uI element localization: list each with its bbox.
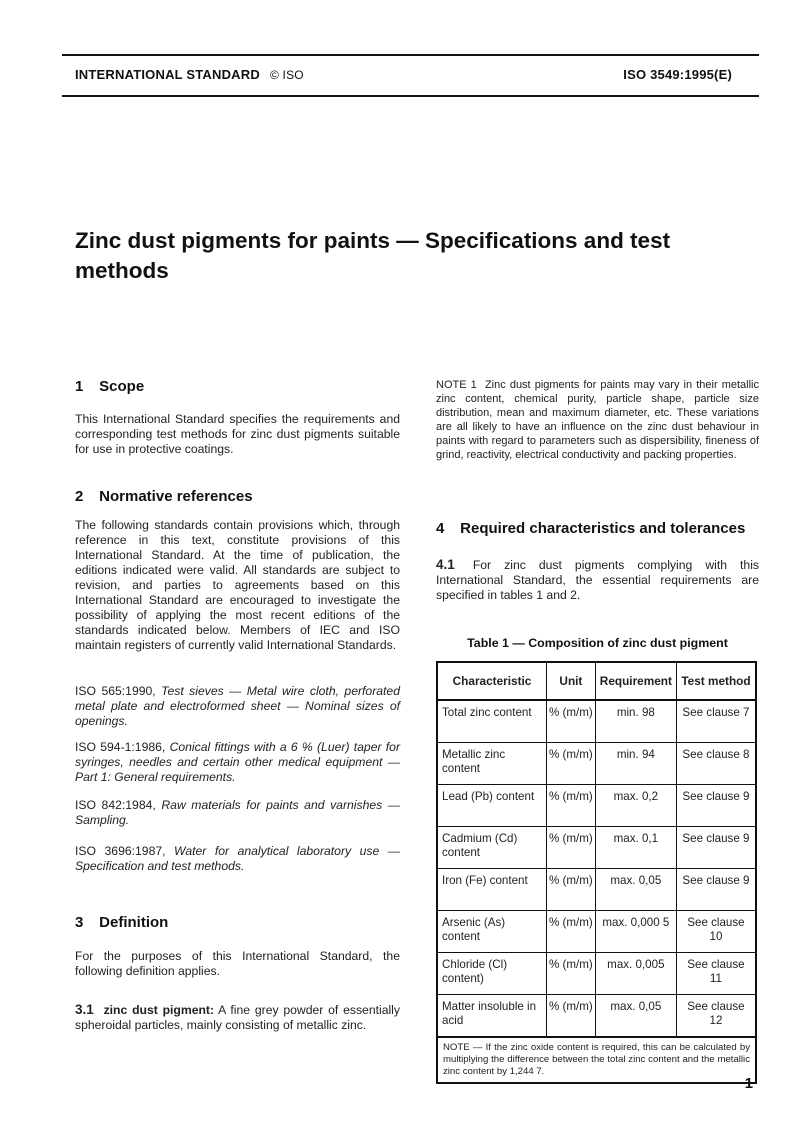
cell-requirement: max. 0,05 [595,995,676,1038]
cell-requirement: max. 0,005 [595,953,676,995]
table-body [437,700,756,1037]
reference-4 [75,844,400,874]
cell-test-method: See clause 8 [676,743,756,785]
section-3-body-block [75,949,400,979]
cell-test-method: See clause 11 [676,953,756,995]
section-2-number: 2 [75,488,84,505]
table-row [437,911,756,953]
cell-characteristic: Arsenic (As) content [437,911,547,953]
page-number: 1 [744,1075,753,1092]
cell-characteristic: Lead (Pb) content [437,785,547,827]
title-line-1: Zinc dust pigments for paints — Specifications and test [75,228,671,253]
reference-3-title: Raw materials for paints and varnishes — Sampling. [75,798,400,827]
cell-unit: % (m/m) [547,911,596,953]
header-left [75,67,304,82]
table-row [437,785,756,827]
reference-1-title: Test sieves — Metal wire cloth, perforated metal plate and electroformed sheet — Nominal sizes of openings. [75,684,400,728]
cell-characteristic: Matter insoluble in acid [437,995,547,1038]
section-1-body-block [75,412,400,457]
table-1 [436,661,757,1084]
section-4-title: Required characteristics and tolerances [460,520,746,537]
reference-3 [75,798,400,828]
cell-unit: % (m/m) [547,953,596,995]
reference-2 [75,740,400,785]
document-title [75,226,755,286]
section-3-body: For the purposes of this International Standard, the following definition applies. [75,949,400,978]
header-copyright: © ISO [269,68,304,82]
section-1-heading [75,378,144,395]
cell-characteristic: Cadmium (Cd) content [437,827,547,869]
definition-text: A fine grey powder of essentially spheroidal particles, mainly consisting of metallic zinc. [75,1003,400,1032]
cell-characteristic: Iron (Fe) content [437,869,547,911]
section-1-number: 1 [75,378,84,395]
cell-unit: % (m/m) [547,827,596,869]
section-3-title: Definition [99,914,169,931]
section-2-body: The following standards contain provisions which, through reference in this text, constitute provisions of this International Standard. At the time of publication, the editions indicated were valid. All standards are subject to revision, and parties to agreements based on this International Standard are encouraged to investigate the possibility of applying the most recent editions of the standards indicated below. Members of IEC and ISO maintain registers of currently valid International Standards. [75,518,400,652]
section-4-number: 4 [436,520,445,537]
table-1-caption: Table 1 — Composition of zinc dust pigment [467,636,728,650]
header-doc-id: ISO 3549:1995(E) [623,67,732,82]
table-note: NOTE — If the zinc oxide content is required, this can be calculated by multiplying the difference between the total zinc content and the metallic zinc content by 1,244 7. [437,1037,756,1083]
header-standard-label: INTERNATIONAL STANDARD [75,67,260,82]
definition-3-1 [75,1002,400,1033]
note-1-text: Zinc dust pigments for paints may vary in their metallic zinc content, chemical purity, particle shape, particle size distribution, mean and maximum diameter, etc. These variations are all likely to have an influence on the zinc dust behaviour in paints with regard to parameters such as dispersibility, fineness of grind, reactivity, electrical conductivity and packing properties. [436,379,759,461]
table-header-unit: Unit [547,662,596,700]
cell-unit: % (m/m) [547,785,596,827]
section-3-number: 3 [75,914,84,931]
cell-test-method: See clause 7 [676,700,756,743]
cell-test-method: See clause 9 [676,827,756,869]
cell-requirement: min. 98 [595,700,676,743]
header-rule-bottom [62,95,759,97]
section-2-body-block [75,518,400,653]
cell-requirement: max. 0,05 [595,869,676,911]
table-row [437,995,756,1038]
reference-4-code: ISO 3696:1987, [75,844,166,858]
section-1-body: This International Standard specifies the requirements and corresponding test methods for zinc dust pigments suitable for use in protective coatings. [75,412,400,456]
header-rule-top [62,54,759,56]
table-row [437,743,756,785]
table-header-characteristic: Characteristic [437,662,547,700]
reference-1 [75,684,400,729]
table-header-test-method: Test method [676,662,756,700]
section-2-title: Normative references [99,488,253,505]
cell-test-method: See clause 9 [676,785,756,827]
cell-characteristic: Total zinc content [437,700,547,743]
table-row [437,869,756,911]
section-2-heading [75,488,253,505]
cell-requirement: max. 0,1 [595,827,676,869]
table-row [437,700,756,743]
reference-2-title: Conical fittings with a 6 % (Luer) taper for syringes, needles and certain other medical equipment — Part 1: General requirements. [75,740,400,784]
cell-requirement: max. 0,000 5 [595,911,676,953]
title-line-2: methods [75,258,169,283]
section-1-title: Scope [99,378,145,395]
definition-term: zinc dust pigment: [103,1003,215,1017]
cell-unit: % (m/m) [547,869,596,911]
reference-2-code: ISO 594-1:1986, [75,740,166,754]
cell-unit: % (m/m) [547,700,596,743]
cell-test-method: See clause 10 [676,911,756,953]
cell-test-method: See clause 9 [676,869,756,911]
table-row [437,953,756,995]
note-1-label: NOTE 1 [436,379,477,391]
table-note-row [437,1037,756,1083]
table-header-requirement: Requirement [595,662,676,700]
note-1 [436,378,759,462]
table-header-row [437,662,756,700]
cell-unit: % (m/m) [547,743,596,785]
section-4-1-body: For zinc dust pigments complying with this International Standard, the essential requirements are specified in tables 1 and 2. [436,558,759,602]
cell-unit: % (m/m) [547,995,596,1038]
cell-test-method: See clause 12 [676,995,756,1038]
reference-4-title: Water for analytical laboratory use — Specification and test methods. [75,844,400,873]
cell-characteristic: Metallic zinc content [437,743,547,785]
cell-requirement: min. 94 [595,743,676,785]
section-4-1-block [436,557,759,603]
cell-requirement: max. 0,2 [595,785,676,827]
definition-number: 3.1 [75,1002,94,1017]
reference-3-code: ISO 842:1984, [75,798,156,812]
section-4-1-number: 4.1 [436,557,455,572]
section-4-heading [436,520,745,537]
table-row [437,827,756,869]
reference-1-code: ISO 565:1990, [75,684,156,698]
cell-characteristic: Chloride (Cl) content) [437,953,547,995]
section-3-heading [75,914,168,931]
